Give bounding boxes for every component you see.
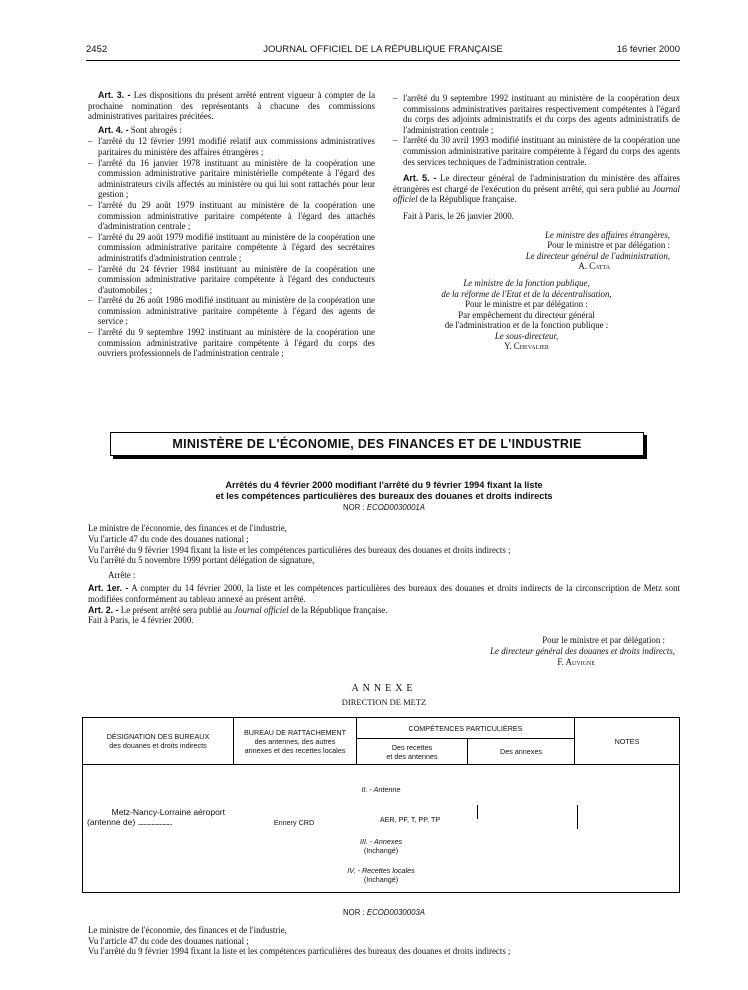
visa: Vu l'arrêté du 5 novembre 1999 portant délégation de signature, [88,555,315,566]
page-header [86,44,680,58]
signature-block-1: Le ministre des affaires étrangères, Pour le ministre et par délégation : Le directeur général de l'administration, A. Catta [393,230,680,272]
visa: Le ministre de l'économie, des finances et de l'industrie, [88,523,287,533]
done-at-paris: Fait à Paris, le 4 février 2000. [88,615,194,626]
list-item: – l'arrêté du 26 août 1986 modifié instituant au ministère de la coopération une commission administrative paritaire compétente à l'égard des agents de service ; [88,295,375,327]
list-item: – l'arrêté du 29 août 1979 modifié instituant au ministère de la coopération une commission administrative paritaire compétente à l'égard des secrétaires administratifs d'administration centrale ; [88,232,375,264]
arrete: Arrête : [108,570,136,581]
table-row-competences: AER, PF, T, PP, TP [379,815,441,824]
done-at-paris: Fait à Paris, le 26 janvier 2000. [403,210,514,221]
col-header-designation: DÉSIGNATION DES BUREAUX des douanes et droits indirects [83,718,234,765]
decree-title: Arrêtés du 4 février 2000 modifiant l'arrêté du 9 février 1994 fixant la liste et les compétences particulières des bureaux des douanes et droits indirects NOR : ECOD0030001A [88,480,680,514]
col-header-bureau: BUREAU DE RATTACHEMENT des antennes, des autres annexes et des recettes locales [234,718,357,765]
annex-body [83,765,680,893]
table-row-name: Metz-Nancy-Lorraine aéroport (antenne de) ......................... [87,807,225,827]
annex-heading [88,684,680,708]
col-header-notes: NOTES [575,718,680,765]
col-header-annexes: Des annexes [468,739,575,765]
list-item: – l'arrêté du 12 février 1991 modifié relatif aux commissions administratives paritaires du ministère des affaires étrangères ; [88,136,375,157]
ministry-banner: MINISTÈRE DE L'ÉCONOMIE, DES FINANCES ET DE L'INDUSTRIE [110,432,644,456]
abrogated-list-left [88,136,375,358]
list-item: – l'arrêté du 29 août 1979 instituant au ministère de la coopération une commission administrative paritaire compétente à l'égard des attachés d'administration centrale ; [88,200,375,232]
col-header-competences: COMPÉTENCES PARTICULIÈRES [357,718,575,739]
issue-date: 16 février 2000 [616,44,680,55]
signatory-name: Y. Chevalier [504,341,549,352]
left-column [88,90,375,359]
decree-signature: Pour le ministre et par délégation : Le directeur général des douanes et droits indirects, F. Auvigne [88,635,680,667]
list-item: – l'arrêté du 30 avril 1993 modifié instituant au ministère de la coopération une commission administrative paritaire compétente à l'égard du corps des agents des services techniques de l'administration centrale. [393,135,680,167]
table-row-bureau: Ennery CRD [273,818,315,827]
section-recettes-locales: IV. - Recettes locales (Inchangé) [347,866,415,884]
list-item: – l'arrêté du 24 février 1984 instituant au ministère de la coopération une commission administrative paritaire compétente à l'égard des conducteurs d'automobiles ; [88,264,375,296]
list-item: – l'arrêté du 9 septembre 1992 instituant au ministère de la coopération deux commissions administratives paritaires respectivement compétentes à l'égard du corps des adjoints administratifs et du corps des agents administratifs de l'administration centrale ; [393,93,680,135]
column-divider [477,805,478,819]
second-decree [88,908,680,957]
article-3: Art. 3. - Les dispositions du présent arrêté entrent vigueur à compter de la prochaine nomination des représentants à chacune des commissions administratives paritaires précitées. [88,90,376,122]
article-2: Art. 2. - Le présent arrêté sera publié au Journal officiel de la République française. [88,604,388,615]
right-column [393,93,680,352]
header-rule [86,60,680,61]
journal-title: JOURNAL OFFICIEL DE LA RÉPUBLIQUE FRANÇAISE [263,44,503,55]
signatory-name: F. Auvigne [557,656,595,667]
list-item: – l'arrêté du 16 janvier 1978 instituant au ministère de la coopération une commission administrative paritaire ministérielle compétente à l'égard des administrateurs civils affectés au ministère ou qui lui sont rattachés pour leur gestion ; [88,158,375,200]
annex-title: ANNEXE [351,683,417,694]
list-item: – l'arrêté du 9 septembre 1992 instituant au ministère de la coopération une commission administrative paritaire compétente à l'égard du corps des ouvriers professionnels de l'administration centrale ; [88,327,375,359]
annex-subtitle: DIRECTION DE METZ [341,696,427,707]
page-number: 2452 [86,44,108,55]
annex-table [82,717,680,893]
signature-block-2: Le ministre de la fonction publique, de la réforme de l'Etat et de la décentralisation, Pour le ministre et par délégation : Par empêchement du directeur général de l'administration et de la fonction publique : Le sous-directeur, Y. Chevalier [393,278,680,352]
section-annexes: III. - Annexes (Inchangé) [359,837,403,855]
visa: Vu l'article 47 du code des douanes national ; [88,935,249,946]
nor-reference: NOR : ECOD0030001A [343,503,425,512]
visa: Vu l'article 47 du code des douanes national ; [88,533,249,544]
nor-reference: NOR : ECOD0030003A [343,908,425,917]
abrogated-list-right [393,93,680,167]
col-header-recettes: Des recettes et des antennes [357,739,468,765]
visa: Vu l'arrêté du 9 février 1994 fixant la liste et les compétences particulières des bureaux des douanes et droits indirects ; [88,946,511,957]
article-1: Art. 1er. - A compter du 14 février 2000, la liste et les compétences particulières des bureaux des douanes et droits indirects de la circonscription de Metz sont modifiées conformément au tableau annexé au présent arrêté. [88,582,680,604]
column-divider [577,805,578,829]
article-5: Art. 5. - Le directeur général de l'administration du ministère des affaires étrangères est chargé de l'exécution du présent arrêté, qui sera publié au Journal officiel de la République française. [393,173,681,205]
article-4: Art. 4. - Sont abrogés : [98,124,182,135]
signatory-name: A. Catta [578,261,610,272]
visa: Le ministre de l'économie, des finances et de l'industrie, [88,924,287,935]
decree-body [88,523,680,668]
section-antenne: II. - Antenne [361,785,401,794]
visa: Vu l'arrêté du 9 février 1994 fixant la liste et les compétences particulières des bureaux des douanes et droits indirects ; [88,544,511,555]
